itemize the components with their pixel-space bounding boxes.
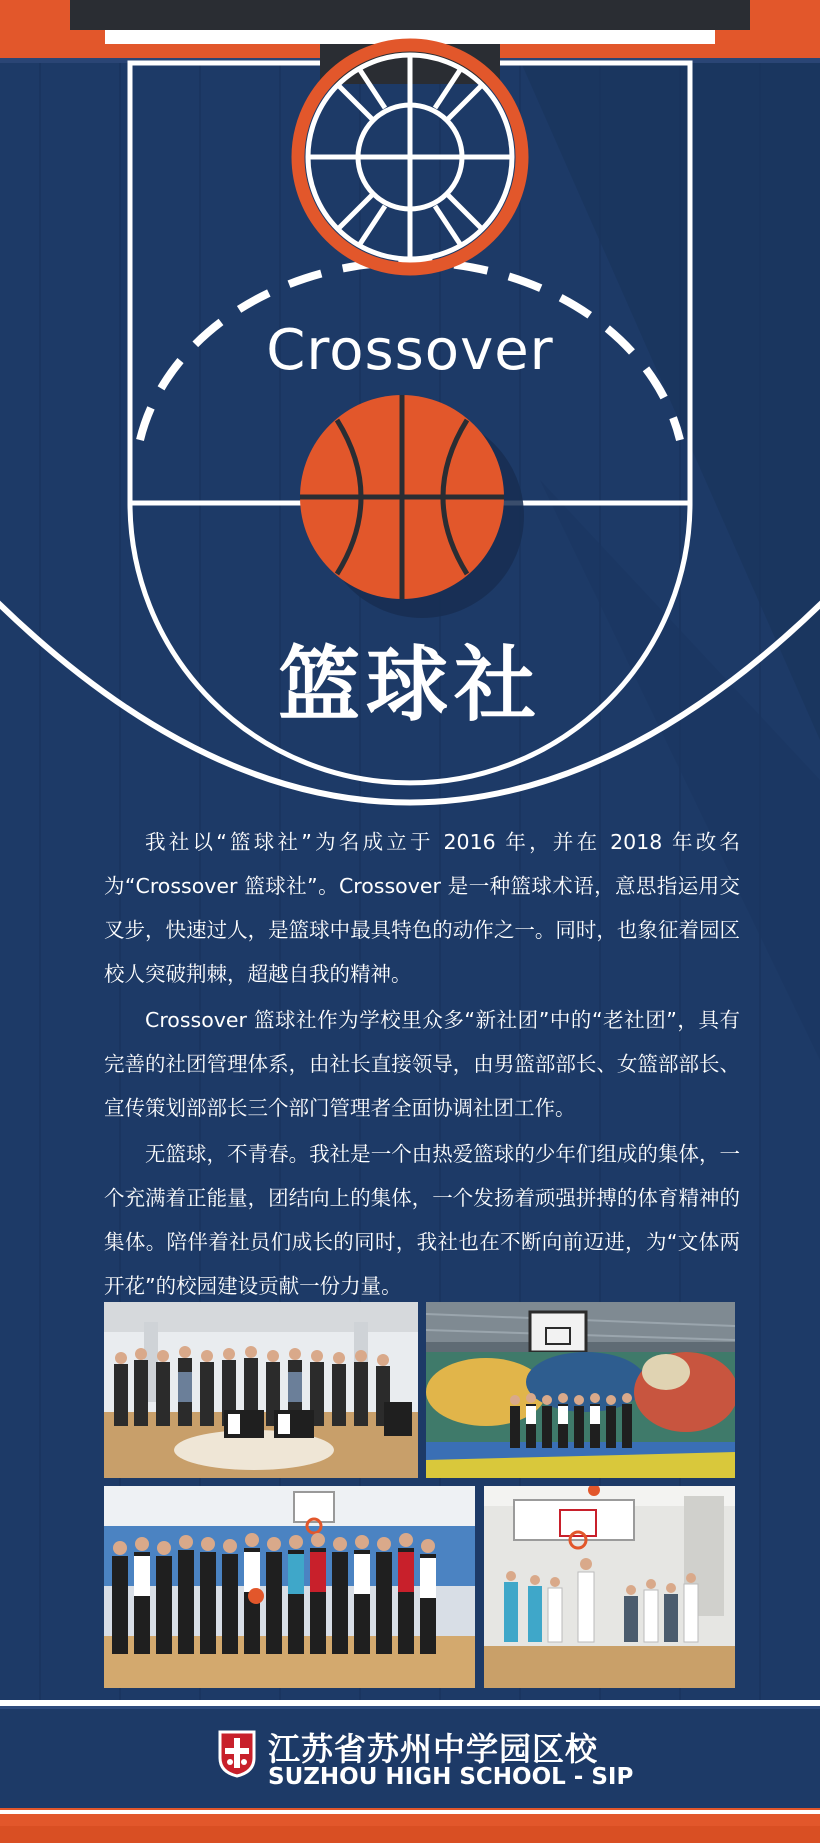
school-crest-icon (218, 1730, 256, 1778)
team-photo-gym-standing (104, 1486, 475, 1688)
game-action-photo (484, 1486, 735, 1688)
team-photo-gym-seated (104, 1302, 418, 1478)
description-paragraph: 我社以“篮球社”为名成立于 2016 年，并在 2018 年改名为“Crossover 篮球社”。Crossover 是一种篮球术语，意思指运用交叉步，快速过人，是篮球中最具特色的动作之一。同时，也象征着园区校人突破荆棘，超越自我的精神。 (104, 830, 740, 986)
club-description (104, 820, 740, 1310)
description-paragraph: Crossover 篮球社作为学校里众多“新社团”中的“老社团”，具有完善的社团管理体系，由社长直接领导，由男篮部部长、女篮部部长、宣传策划部部长三个部门管理者全面协调社团工作。 (104, 1008, 740, 1120)
team-photo-mural-court (426, 1302, 735, 1478)
club-title-cn: 篮球社 (277, 638, 542, 733)
school-name-en: SUZHOU HIGH SCHOOL - SIP (268, 1764, 634, 1790)
description-paragraph: 无篮球，不青春。我社是一个由热爱篮球的少年们组成的集体，一个充满着正能量，团结向上的集体，一个发扬着顽强拼搏的体育精神的集体。陪伴着社员们成长的同时，我社也在不断向前迈进，为“文体两开花”的校园建设贡献一份力量。 (104, 1142, 740, 1298)
club-title-en: Crossover (266, 318, 554, 383)
school-name-cn: 江苏省苏州中学园区校 (268, 1730, 599, 1768)
